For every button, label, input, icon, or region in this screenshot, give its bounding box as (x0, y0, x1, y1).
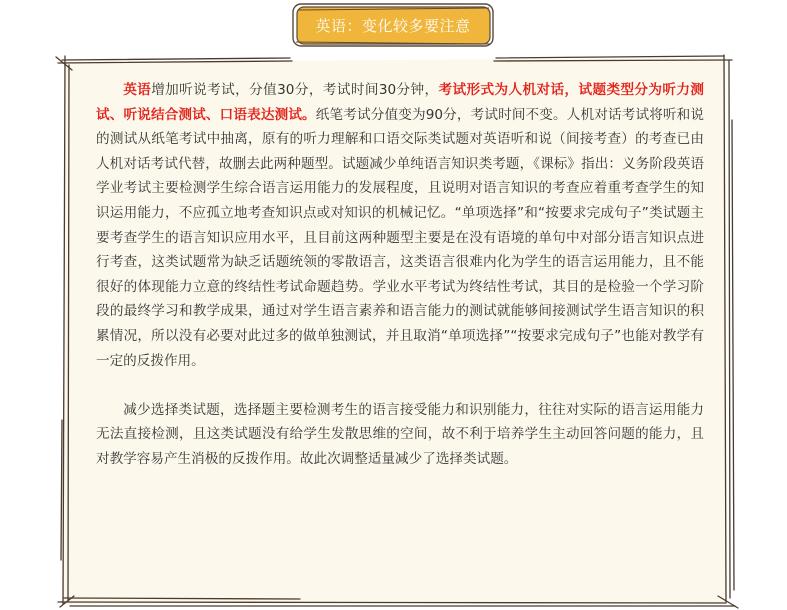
frame-right-line-3 (732, 120, 734, 590)
section-title: 英语：变化较多要注意 (315, 16, 471, 35)
article-body (96, 78, 704, 472)
paragraph-1-rest: 纸笔考试分值变为90分，考试时间不变。人机对话考试将听和说的测试从纸笔考试中抽离，原有的听力理解和口语交际类试题对英语听和说（间接考查）的考查已由人机对话考试代替，故删去此两种题型。试题减少单纯语言知识类考题，《课标》指出：义务阶段英语学业考试主要检测学生综合语言运用能力的发展程度，且说明对语言知识的考查应着重考查学生的知识运用能力，不应孤立地考查知识点或对知识的机械记忆。“单项选择”和“按要求完成句子”类试题主要考查学生的语言知识应用水平，且目前这两种题型主要是在没有语境的单句中对部分语言知识点进行考查，这类试题常为缺乏话题统领的零散语言，这类语言很难内化为学生的语言运用能力，且不能很好的体现能力立意的终结性考试命题趋势。学业水平考试为终结性考试，其目的是检验一个学习阶段的最终学习和教学成果，通过对学生语言素养和语言能力的测试就能够间接测试学生语言知识的积累情况，所以没有必要对此过多的做单独测试，并且取消“单项选择”“按要求完成句子”也能对教学有一定的反拨作用。 (96, 106, 704, 369)
section-title-badge (290, 0, 496, 50)
paragraph-1-lead: 英语 (123, 82, 152, 98)
frame-top-line-1 (62, 58, 290, 60)
frame-top-line-3 (496, 56, 724, 58)
paragraph-2: 减少选择类试题，选择题主要检测考生的语言接受能力和识别能力，往往对实际的语言运用能力无法直接检测，且这类试题没有给学生发散思维的空间，故不利于培养学生主动回答问题的能力，且对教学容易产生消极的反拨作用。故此次调整适量减少了选择类试题。 (96, 401, 704, 467)
frame-left-line-3 (61, 420, 62, 560)
paragraph-1 (96, 78, 704, 373)
paragraph-1-after-lead: 增加听说考试，分值30分，考试时间30分钟， (151, 82, 439, 98)
frame-right-line-2 (729, 60, 730, 598)
paragraph-1-highlight: 考试形式为人机对话，试题类型分为听力测试、听说结合测试、口语表达测试。 (96, 82, 705, 123)
